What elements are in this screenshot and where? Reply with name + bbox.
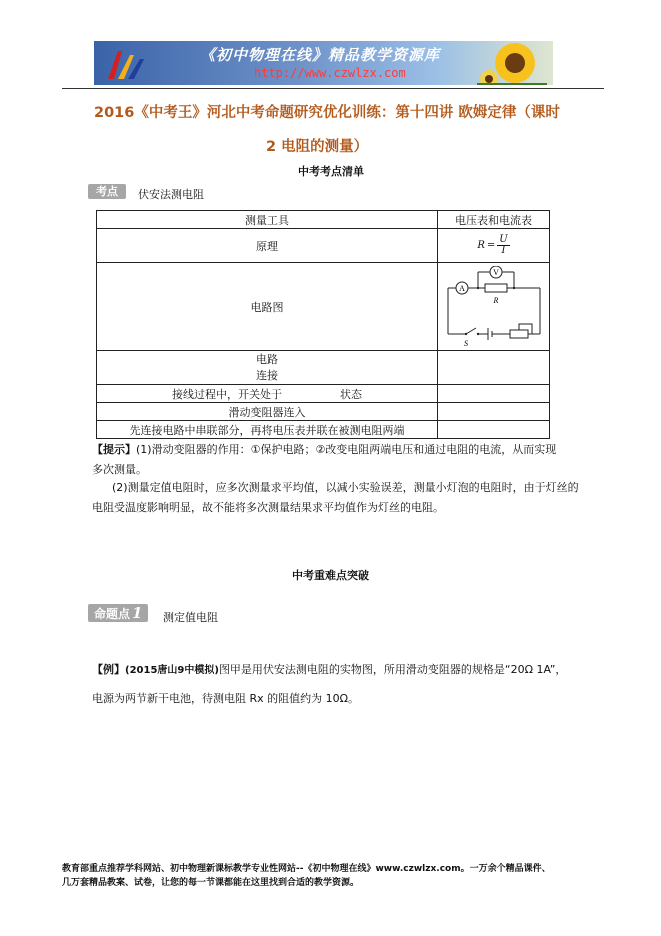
table-row [97,229,550,263]
tips-paragraph-2 [92,478,586,518]
formula-u: U [499,234,508,245]
table-row [97,421,550,439]
blank-answer-cell[interactable] [438,403,550,421]
mingti-tag [88,604,148,622]
example-label: 【例】 [92,663,125,676]
tips-paragraph-1 [92,440,586,480]
title-line-1: 2016《中考王》河北中考命题研究优化训练：第十四讲 欧姆定律（课时 [94,105,560,121]
header-rule [62,88,604,89]
banner-url[interactable]: http://www.czwlzx.com [254,66,406,80]
blank-answer-cell[interactable] [438,385,550,403]
banner-title: 《初中物理在线》精品教学资源库 [200,46,441,64]
row-rheostat: 滑动变阻器连入 [97,403,438,421]
measurement-table [96,210,550,439]
mingti-tag-label: 命题点 [94,607,131,621]
kaodian-tag: 考点 [88,184,126,199]
example-line-2: 电源为两节新干电池，待测电阻 Rx 的阻值约为 10Ω。 [92,692,360,705]
ammeter-icon: A [458,283,465,293]
circuit-cell [438,263,550,351]
kaodian-text: 伏安法测电阻 [138,188,204,201]
table-row [97,211,550,229]
table-row [97,403,550,421]
circuit-diagram [440,266,548,348]
formula-i: I [501,245,506,256]
row-switch-b: 状态 [340,387,362,401]
row-principle-label: 原理 [97,229,438,263]
row-circuit-b: 连接 [256,368,278,382]
mingti-number: 1 [132,604,143,622]
sunflower-icon [477,41,547,85]
blank-answer-cell[interactable] [438,421,550,439]
tips-p1a: (1)滑动变阻器的作用：①保护电路；②改变电阻两端电压和通过电阻的电流，从而实现 [136,443,557,456]
example-line-1: 图甲是用伏安法测电阻的实物图，所用滑动变阻器的规格是“20Ω 1A”， [218,663,567,676]
row-switch-a: 接线过程中，开关处于 [172,387,282,401]
formula-cell [438,229,550,263]
table-row [97,263,550,351]
title-line-2: 2 电阻的测量） [266,139,369,155]
section-title-checklist: 中考考点清单 [298,165,364,178]
example-source: (2015唐山9中模拟) [125,665,219,676]
switch-icon [466,328,476,334]
header-banner [94,41,553,85]
page-title [94,96,594,164]
tips-label: 【提示】 [92,443,136,456]
row-switch [97,385,438,403]
table-row [97,385,550,403]
switch-label: S [463,338,468,348]
voltmeter-icon: V [492,267,499,277]
footer-line-1: 教育部重点推荐学科网站、初中物理新课标教学专业性网站--《初中物理在线》www.czwlzx.com。一万余个精品课件、 [62,864,551,874]
tips-p2b: 电阻受温度影响明显，故不能将多次测量结果求平均值作为灯丝的电阻。 [92,501,444,514]
tips-p2a: (2)测量定值电阻时，应多次测量求平均值，以减小实验误差，测量小灯泡的电阻时，由于灯丝的 [112,481,579,494]
mingti-text: 测定值电阻 [163,611,218,624]
row-circuit-label: 电路图 [97,263,438,351]
tips-p1b: 多次测量。 [92,463,147,476]
row-circuit-a: 电路 [256,352,278,366]
page-footer [62,862,622,890]
site-logo-icon [104,45,154,81]
footer-line-2: 几万套精品教案、试卷，让您的每一节课都能在这里找到合适的教学资源。 [62,878,360,888]
row-series: 先连接电路中串联部分，再将电压表并联在被测电阻两端 [97,421,438,439]
formula-fraction [497,235,509,256]
table-row [97,351,550,385]
resistor-label: R [493,295,498,305]
formula-eq: = [486,240,496,251]
table-header-left: 测量工具 [97,211,438,229]
example-paragraph [92,656,592,713]
formula-r: R [477,240,485,251]
ohm-formula [477,235,509,256]
section-title-key-points: 中考重难点突破 [292,569,369,582]
table-header-right: 电压表和电流表 [438,211,550,229]
row-circuit-connection [97,351,438,385]
blank-answer-cell[interactable] [438,351,550,385]
